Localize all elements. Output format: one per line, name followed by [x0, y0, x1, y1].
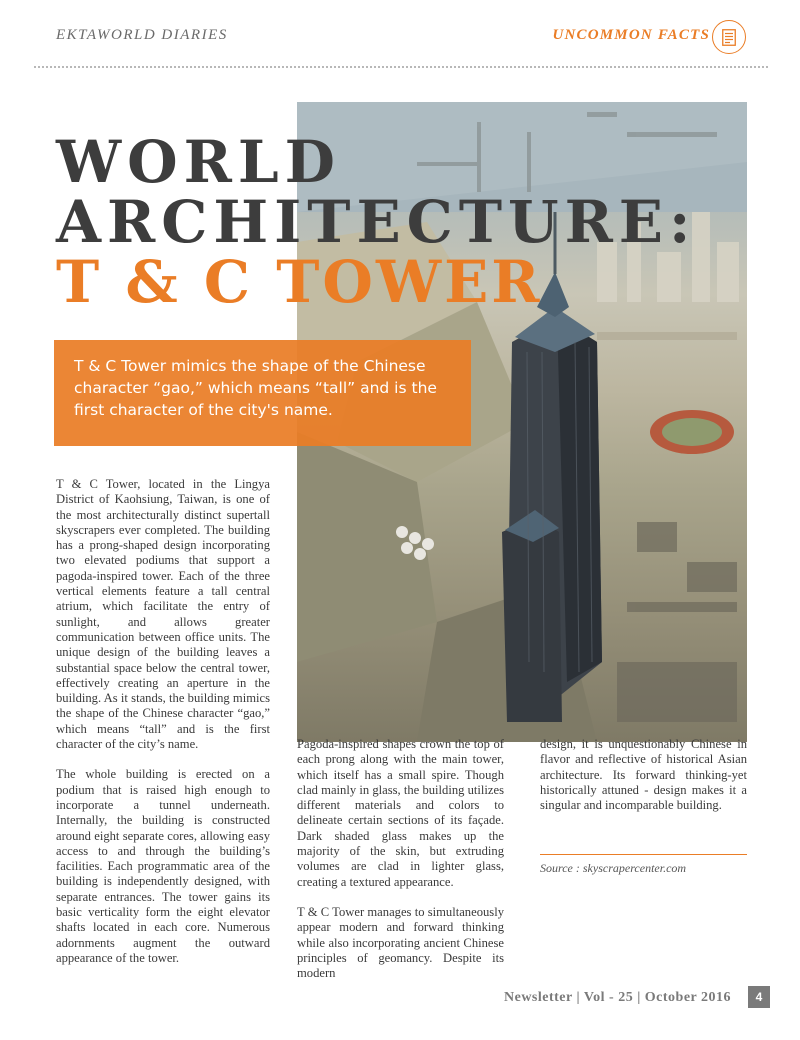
column-1 — [56, 477, 270, 981]
paragraph-3: Pagoda-inspired shapes crown the top of each prong along with the main tower, which itself has a small spire. Though clad mainly in glass, the building utilizes different materials and colors to delineate certain sections of its façade. Dark shaded glass makes up the majority of the skin, but extruding volumes are clad in lighter glass, creating a textured appearance. — [297, 737, 504, 889]
paragraph-1: T & C Tower, located in the Lingya District of Kaohsiung, Taiwan, is one of the most architecturally distinct supertall skyscrapers ever completed. The building has a prong-shaped design incorporating two elevated podiums that support a pagoda-inspired tower. Each of the three vertical elements feature a tall central atrium, which facilitate the entry of sunlight, and allows greater communication between office units. The unique design of the building leaves a substantial space below the central tower, effectively creating an aperture in the building. As it stands, the building mimics the shape of the Chinese character “gao,” which means “tall” and is the first character of the city’s name. — [56, 477, 270, 752]
title-line-3: T & C TOWER — [56, 248, 543, 316]
column-3 — [540, 737, 747, 828]
title-line-2: ARCHITECTURE: — [56, 188, 697, 256]
header-divider — [34, 66, 768, 68]
publication-name: EKTAWORLD DIARIES — [56, 27, 228, 43]
page-number: 4 — [748, 986, 770, 1008]
pull-quote: T & C Tower mimics the shape of the Chinese character “gao,” which means “tall” and is the first character of the city's name. — [54, 340, 471, 446]
source-citation: Source : skyscrapercenter.com — [540, 861, 687, 875]
title-line-1: WORLD — [56, 128, 341, 196]
footer-issue-info: Newsletter | Vol - 25 | October 2016 — [504, 990, 732, 1005]
paragraph-4: T & C Tower manages to simultaneously appear modern and forward thinking while also incorporating ancient Chinese principles of geomancy. Despite its modern — [297, 904, 504, 981]
page-title — [56, 128, 697, 316]
column-2 — [297, 737, 504, 996]
paragraph-2: The whole building is erected on a podium that is raised high enough to incorporate a tunnel underneath. Internally, the building is constructed around eight separate cores, allowing easy access to and through the building’s facilities. Each programmatic area of the building is independently designed, with separate entrances. The tower gains its basic verticality form the eight elevator shafts located in each core. Numerous adornments augment the outward appearance of the tower. — [56, 767, 270, 965]
document-list-icon — [712, 20, 746, 54]
source-divider — [540, 854, 747, 855]
paragraph-5: design, it is unquestionably Chinese in flavor and reflective of historical Asian architecture. Its forward thinking-yet historically attuned - design makes it a singular and incomparable building. — [540, 737, 747, 813]
section-label: UNCOMMON FACTS — [552, 27, 710, 43]
